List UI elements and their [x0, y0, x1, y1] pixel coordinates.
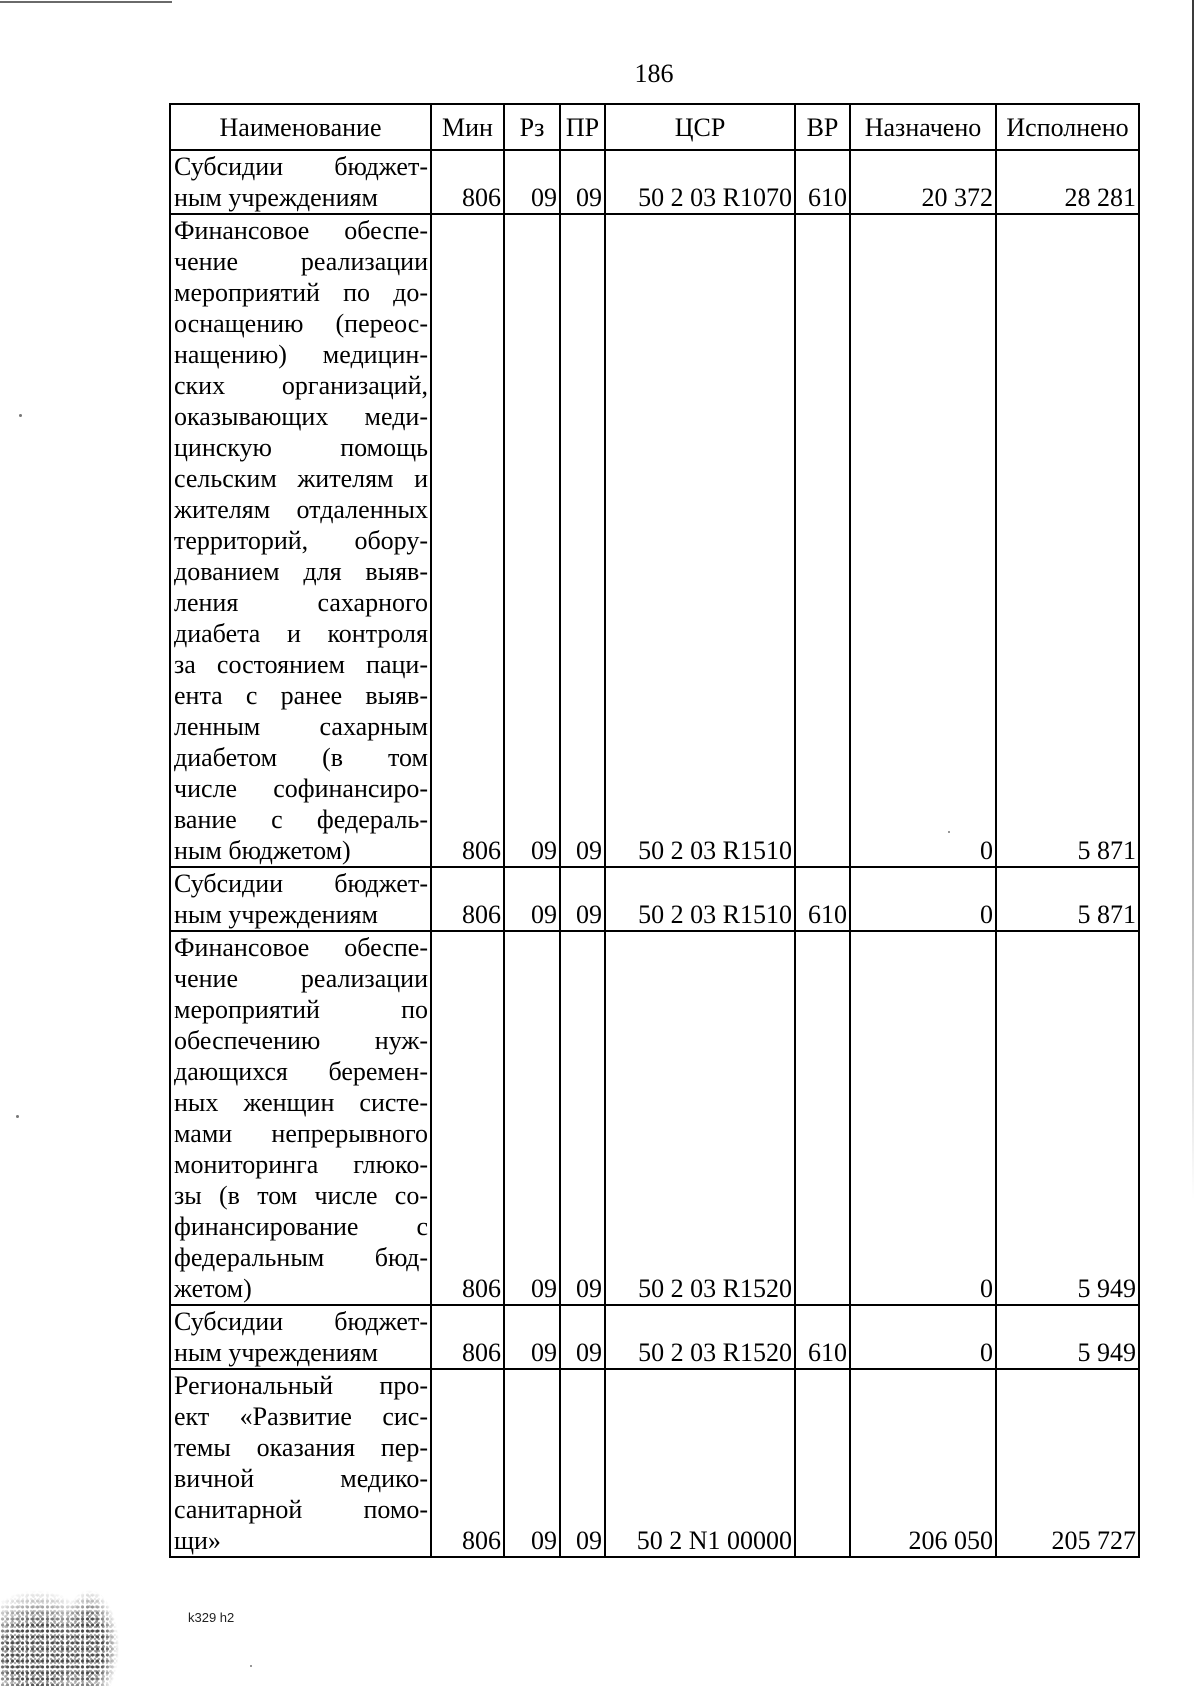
executed-cell: 5 949: [996, 931, 1139, 1305]
scan-artifact-edge: [1192, 0, 1194, 1200]
name-line: ект «Развитие сис-: [174, 1402, 428, 1431]
name-line: Субсидии бюджет-: [174, 1307, 428, 1336]
rz-cell: 09: [504, 214, 560, 867]
vr-cell: 610: [795, 867, 850, 931]
name-line: вание с федераль-: [174, 805, 428, 834]
name-line: финансирование с: [174, 1212, 428, 1241]
name-line: Финансовое обеспе-: [174, 216, 428, 245]
assigned-cell: 0: [850, 931, 996, 1305]
vr-cell: [795, 931, 850, 1305]
table-body: [170, 150, 1139, 1557]
name-line: жителям отдаленных: [174, 495, 428, 524]
name-line: диабета и контроля: [174, 619, 428, 648]
csr-cell: 50 2 03 R1510: [605, 867, 795, 931]
min-cell: 806: [431, 867, 504, 931]
pr-cell: 09: [560, 1305, 605, 1369]
table-row: [170, 1369, 1139, 1557]
vr-cell: 610: [795, 1305, 850, 1369]
pr-cell: 09: [560, 867, 605, 931]
pr-cell: 09: [560, 931, 605, 1305]
pr-cell: 09: [560, 214, 605, 867]
name-line: мероприятий по до-: [174, 278, 428, 307]
name-line: числе софинансиро-: [174, 774, 428, 803]
name-line: Субсидии бюджет-: [174, 152, 428, 181]
name-line: ских организаций,: [174, 371, 428, 400]
rz-cell: 09: [504, 1305, 560, 1369]
name-line: ным учреждениям: [174, 1338, 378, 1367]
header-vr: ВР: [795, 104, 850, 150]
name-line: ных женщин систе-: [174, 1088, 428, 1117]
rz-cell: 09: [504, 150, 560, 214]
name-line: обеспечению нуж-: [174, 1026, 428, 1055]
name-line: мониторинга глюко-: [174, 1150, 428, 1179]
header-assigned: Назначено: [850, 104, 996, 150]
scan-noise: [0, 1556, 124, 1686]
assigned-cell: 20 372: [850, 150, 996, 214]
csr-cell: 50 2 N1 00000: [605, 1369, 795, 1557]
name-line: ления сахарного: [174, 588, 428, 617]
name-line: оснащению (переос-: [174, 309, 428, 338]
name-cell: [170, 867, 431, 931]
assigned-cell: 0: [850, 867, 996, 931]
header-pr: ПР: [560, 104, 605, 150]
name-cell: [170, 931, 431, 1305]
name-line: ным бюджетом): [174, 836, 351, 865]
executed-cell: 205 727: [996, 1369, 1139, 1557]
rz-cell: 09: [504, 1369, 560, 1557]
name-line: чение реализации: [174, 964, 428, 993]
table-header: [170, 104, 1139, 150]
name-line: жетом): [174, 1274, 252, 1303]
min-cell: 806: [431, 1305, 504, 1369]
name-line: щи»: [174, 1526, 221, 1555]
name-line: ным учреждениям: [174, 183, 378, 212]
csr-cell: 50 2 03 R1510: [605, 214, 795, 867]
name-cell: [170, 1369, 431, 1557]
csr-cell: 50 2 03 R1070: [605, 150, 795, 214]
name-line: территорий, обору-: [174, 526, 428, 555]
header-executed: Исполнено: [996, 104, 1139, 150]
name-line: чение реализации: [174, 247, 428, 276]
name-line: дованием для выяв-: [174, 557, 428, 586]
name-cell: [170, 214, 431, 867]
min-cell: 806: [431, 214, 504, 867]
table-row: [170, 214, 1139, 867]
name-line: федеральным бюд-: [174, 1243, 428, 1272]
name-line: Финансовое обеспе-: [174, 933, 428, 962]
name-line: Субсидии бюджет-: [174, 869, 428, 898]
name-line: ным учреждениям: [174, 900, 378, 929]
scan-artifact-line: [0, 1, 172, 3]
name-line: нащению) медицин-: [174, 340, 428, 369]
vr-cell: [795, 1369, 850, 1557]
table-row: [170, 867, 1139, 931]
scan-speck: [19, 414, 22, 417]
vr-cell: 610: [795, 150, 850, 214]
header-min: Мин: [431, 104, 504, 150]
executed-cell: 5 871: [996, 867, 1139, 931]
name-line: Региональный про-: [174, 1371, 428, 1400]
csr-cell: 50 2 03 R1520: [605, 1305, 795, 1369]
name-line: мами непрерывного: [174, 1119, 428, 1148]
scan-speck: [16, 1115, 19, 1118]
page-number: 186: [634, 59, 674, 88]
executed-cell: 5 949: [996, 1305, 1139, 1369]
rz-cell: 09: [504, 931, 560, 1305]
assigned-cell: 206 050: [850, 1369, 996, 1557]
executed-cell: 5 871: [996, 214, 1139, 867]
min-cell: 806: [431, 931, 504, 1305]
rz-cell: 09: [504, 867, 560, 931]
name-line: вичной медико-: [174, 1464, 428, 1493]
scan-speck: [250, 1665, 252, 1667]
name-line: диабетом (в том: [174, 743, 428, 772]
name-line: санитарной помо-: [174, 1495, 428, 1524]
table-row: [170, 931, 1139, 1305]
budget-table: [169, 103, 1140, 1558]
name-line: дающихся беремен-: [174, 1057, 428, 1086]
footer-code: k329 h2: [188, 1610, 235, 1625]
name-line: оказывающих меди-: [174, 402, 428, 431]
name-cell: [170, 150, 431, 214]
executed-cell: 28 281: [996, 150, 1139, 214]
csr-cell: 50 2 03 R1520: [605, 931, 795, 1305]
pr-cell: 09: [560, 150, 605, 214]
pr-cell: 09: [560, 1369, 605, 1557]
table-row: [170, 1305, 1139, 1369]
name-line: мероприятий по: [174, 995, 428, 1024]
name-line: темы оказания пер-: [174, 1433, 428, 1462]
header-csr: ЦСР: [605, 104, 795, 150]
name-line: ента с ранее выяв-: [174, 681, 428, 710]
assigned-cell: 0: [850, 1305, 996, 1369]
min-cell: 806: [431, 150, 504, 214]
name-line: ленным сахарным: [174, 712, 428, 741]
vr-cell: [795, 214, 850, 867]
name-cell: [170, 1305, 431, 1369]
name-line: зы (в том числе со-: [174, 1181, 428, 1210]
assigned-cell: 0: [850, 214, 996, 867]
name-line: цинскую помощь: [174, 433, 428, 462]
header-row: [170, 104, 1139, 150]
name-line: сельским жителям и: [174, 464, 428, 493]
header-rz: Рз: [504, 104, 560, 150]
table-row: [170, 150, 1139, 214]
header-name: Наименование: [170, 104, 431, 150]
name-line: за состоянием паци-: [174, 650, 428, 679]
min-cell: 806: [431, 1369, 504, 1557]
